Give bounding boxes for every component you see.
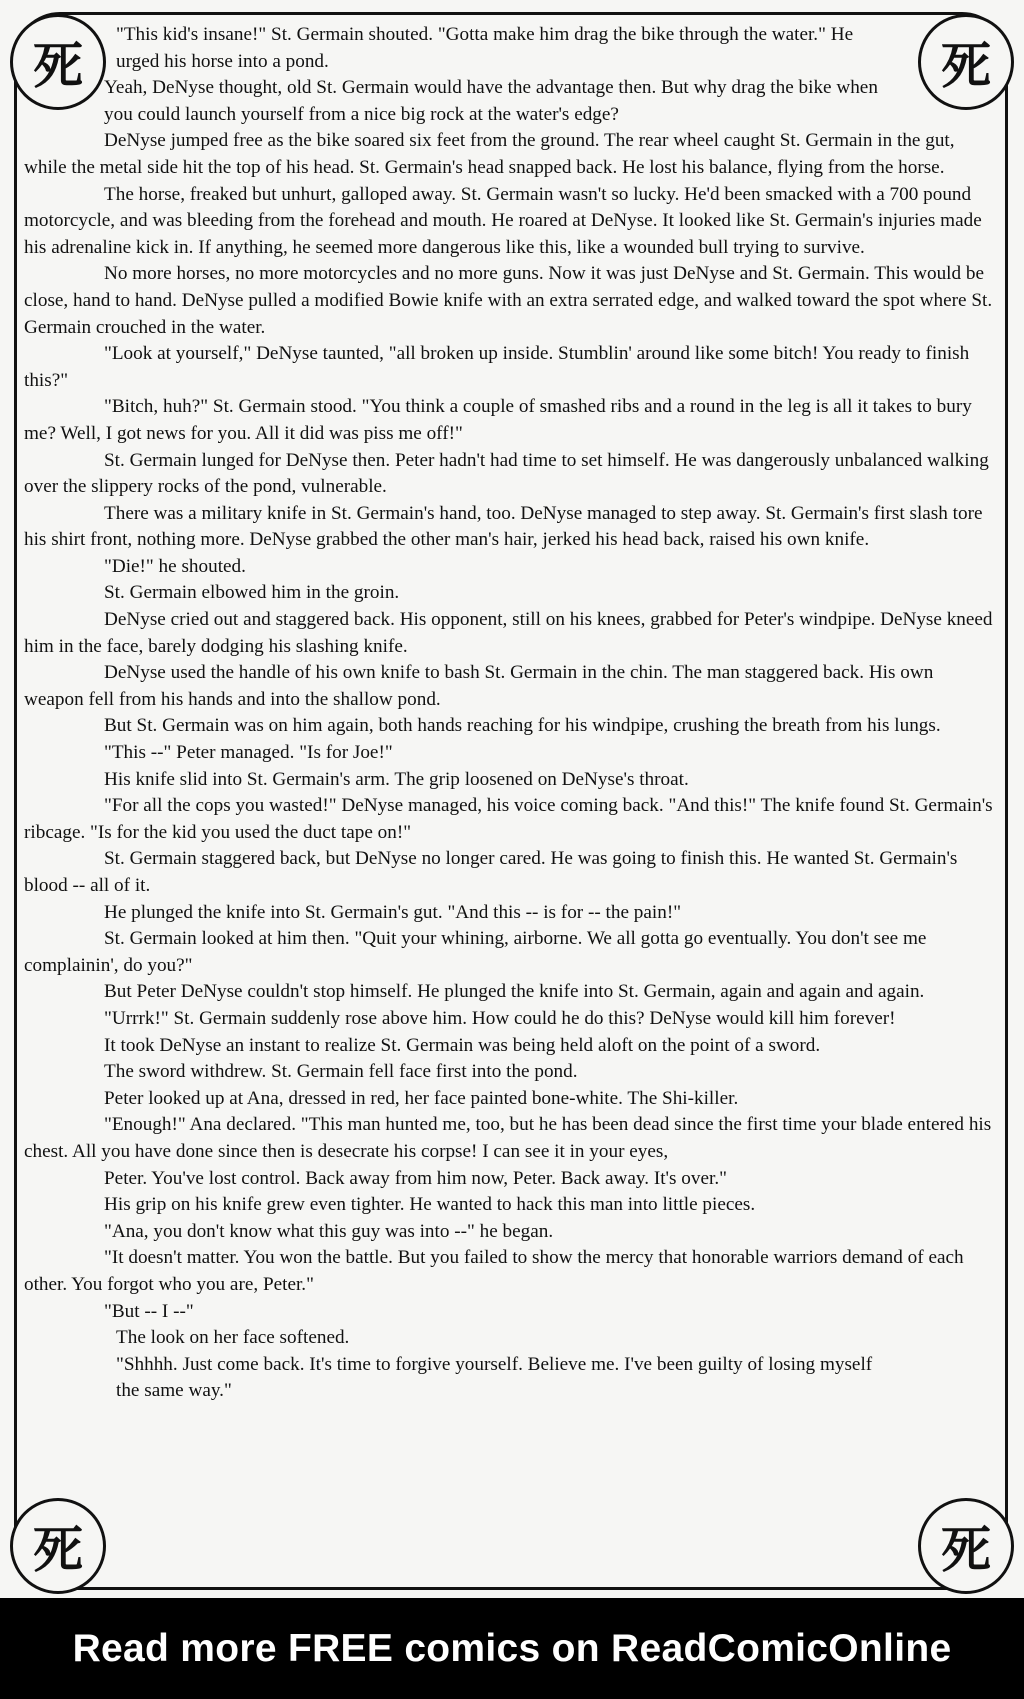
paragraph: "It doesn't matter. You won the battle. But you failed to show the mercy that honorable warriors demand of each other. You forgot who you are, Peter." (24, 1247, 964, 1295)
paragraph: "Die!" he shouted. (104, 555, 246, 577)
paragraph: No more horses, no more motorcycles and no more guns. Now it was just DeNyse and St. Germain. This would be close, hand to hand. DeNyse pulled a modified Bowie knife with an extra serrated edge, and walked toward the spot where St. Germain crouched in the water. (24, 263, 993, 338)
paragraph: Yeah, DeNyse thought, old St. Germain would have the advantage then. But why drag the bike when you could launch yourself from a nice big rock at the water's edge? (104, 77, 878, 125)
corner-kanji-icon-bottom-left: 死 (10, 1498, 106, 1594)
paragraph: St. Germain staggered back, but DeNyse no longer cared. He was going to finish this. He wanted St. Germain's blood -- all of it. (24, 848, 958, 896)
corner-kanji-icon-bottom-right: 死 (918, 1498, 1014, 1594)
paragraph: "This kid's insane!" St. Germain shouted. "Gotta make him drag the bike through the water." He urged his horse into a pond. (116, 24, 854, 72)
paragraph: "But -- I --" (104, 1300, 194, 1322)
paragraph: St. Germain looked at him then. "Quit your whining, airborne. We all gotta go eventually. You don't see me complainin', do you?" (24, 928, 927, 976)
paragraph: The sword withdrew. St. Germain fell face first into the pond. (104, 1061, 578, 1083)
paragraph: "Ana, you don't know what this guy was into --" he began. (104, 1220, 554, 1242)
paragraph: But Peter DeNyse couldn't stop himself. He plunged the knife into St. Germain, again and again and again. (104, 981, 925, 1003)
paragraph: There was a military knife in St. Germain's hand, too. DeNyse managed to step away. St. Germain's first slash tore his shirt front, nothing more. DeNyse grabbed the other man's hair, jerked his head back, raised his own knife. (24, 502, 983, 551)
corner-kanji-icon-top-left: 死 (10, 14, 106, 110)
paragraph: "Look at yourself," DeNyse taunted, "all broken up inside. Stumblin' around like some bitch! You ready to finish this?" (24, 343, 970, 391)
paragraph: St. Germain elbowed him in the groin. (104, 582, 400, 604)
paragraph: "Bitch, huh?" St. Germain stood. "You think a couple of smashed ribs and a round in the leg is all it takes to bury me? Well, I got news for you. All it did was piss me off!" (24, 396, 972, 444)
paragraph: DeNyse cried out and staggered back. His opponent, still on his knees, grabbed for Peter's windpipe. DeNyse kneed him in the face, barely dodging his slashing knife. (24, 609, 993, 657)
paragraph: It took DeNyse an instant to realize St. Germain was being held aloft on the point of a sword. (104, 1034, 821, 1056)
paragraph: His knife slid into St. Germain's arm. The grip loosened on DeNyse's throat. (104, 768, 689, 790)
story-text (24, 22, 996, 1405)
promo-banner[interactable]: Read more FREE comics on ReadComicOnline (0, 1598, 1024, 1699)
paragraph: But St. Germain was on him again, both hands reaching for his windpipe, crushing the breath from his lungs. (104, 715, 941, 737)
paragraph: "Shhhh. Just come back. It's time to forgive yourself. Believe me. I've been guilty of losing myself the same way." (116, 1353, 873, 1402)
paragraph: Peter. You've lost control. Back away from him now, Peter. Back away. It's over." (104, 1167, 727, 1189)
corner-kanji-icon-top-right: 死 (918, 14, 1014, 110)
paragraph: The horse, freaked but unhurt, galloped away. St. Germain wasn't so lucky. He'd been smacked with a 700 pound motorcycle, and was bleeding from the forehead and mouth. He roared at DeNyse. It looked like St. Germain's injuries made his adrenaline kick in. If anything, he seemed more dangerous like this, like a wounded bull trying to survive. (24, 183, 982, 258)
paragraph: "Urrrk!" St. Germain suddenly rose above him. How could he do this? DeNyse would kill him forever! (104, 1007, 896, 1029)
paragraph: DeNyse jumped free as the bike soared six feet from the ground. The rear wheel caught St. Germain in the gut, while the metal side hit the top of his head. St. Germain's head snapped back. He lost his balance, flying from the horse. (24, 130, 955, 178)
paragraph: "Enough!" Ana declared. "This man hunted me, too, but he has been dead since the first time your blade entered his chest. All you have done since then is desecrate his corpse! I can see it in your eyes, (24, 1114, 992, 1162)
paragraph: "This --" Peter managed. "Is for Joe!" (104, 742, 393, 764)
paragraph: DeNyse used the handle of his own knife to bash St. Germain in the chin. The man staggered back. His own weapon fell from his hands and into the shallow pond. (24, 662, 934, 710)
paragraph: His grip on his knife grew even tighter. He wanted to hack this man into little pieces. (104, 1194, 756, 1216)
paragraph: He plunged the knife into St. Germain's gut. "And this -- is for -- the pain!" (104, 901, 682, 923)
paragraph: The look on her face softened. (116, 1327, 350, 1349)
paragraph: Peter looked up at Ana, dressed in red, her face painted bone-white. The Shi-killer. (104, 1087, 739, 1109)
paragraph: St. Germain lunged for DeNyse then. Peter hadn't had time to set himself. He was dangerously unbalanced walking over the slippery rocks of the pond, vulnerable. (24, 449, 989, 498)
paragraph: "For all the cops you wasted!" DeNyse managed, his voice coming back. "And this!" The knife found St. Germain's ribcage. "Is for the kid you used the duct tape on!" (24, 795, 993, 843)
